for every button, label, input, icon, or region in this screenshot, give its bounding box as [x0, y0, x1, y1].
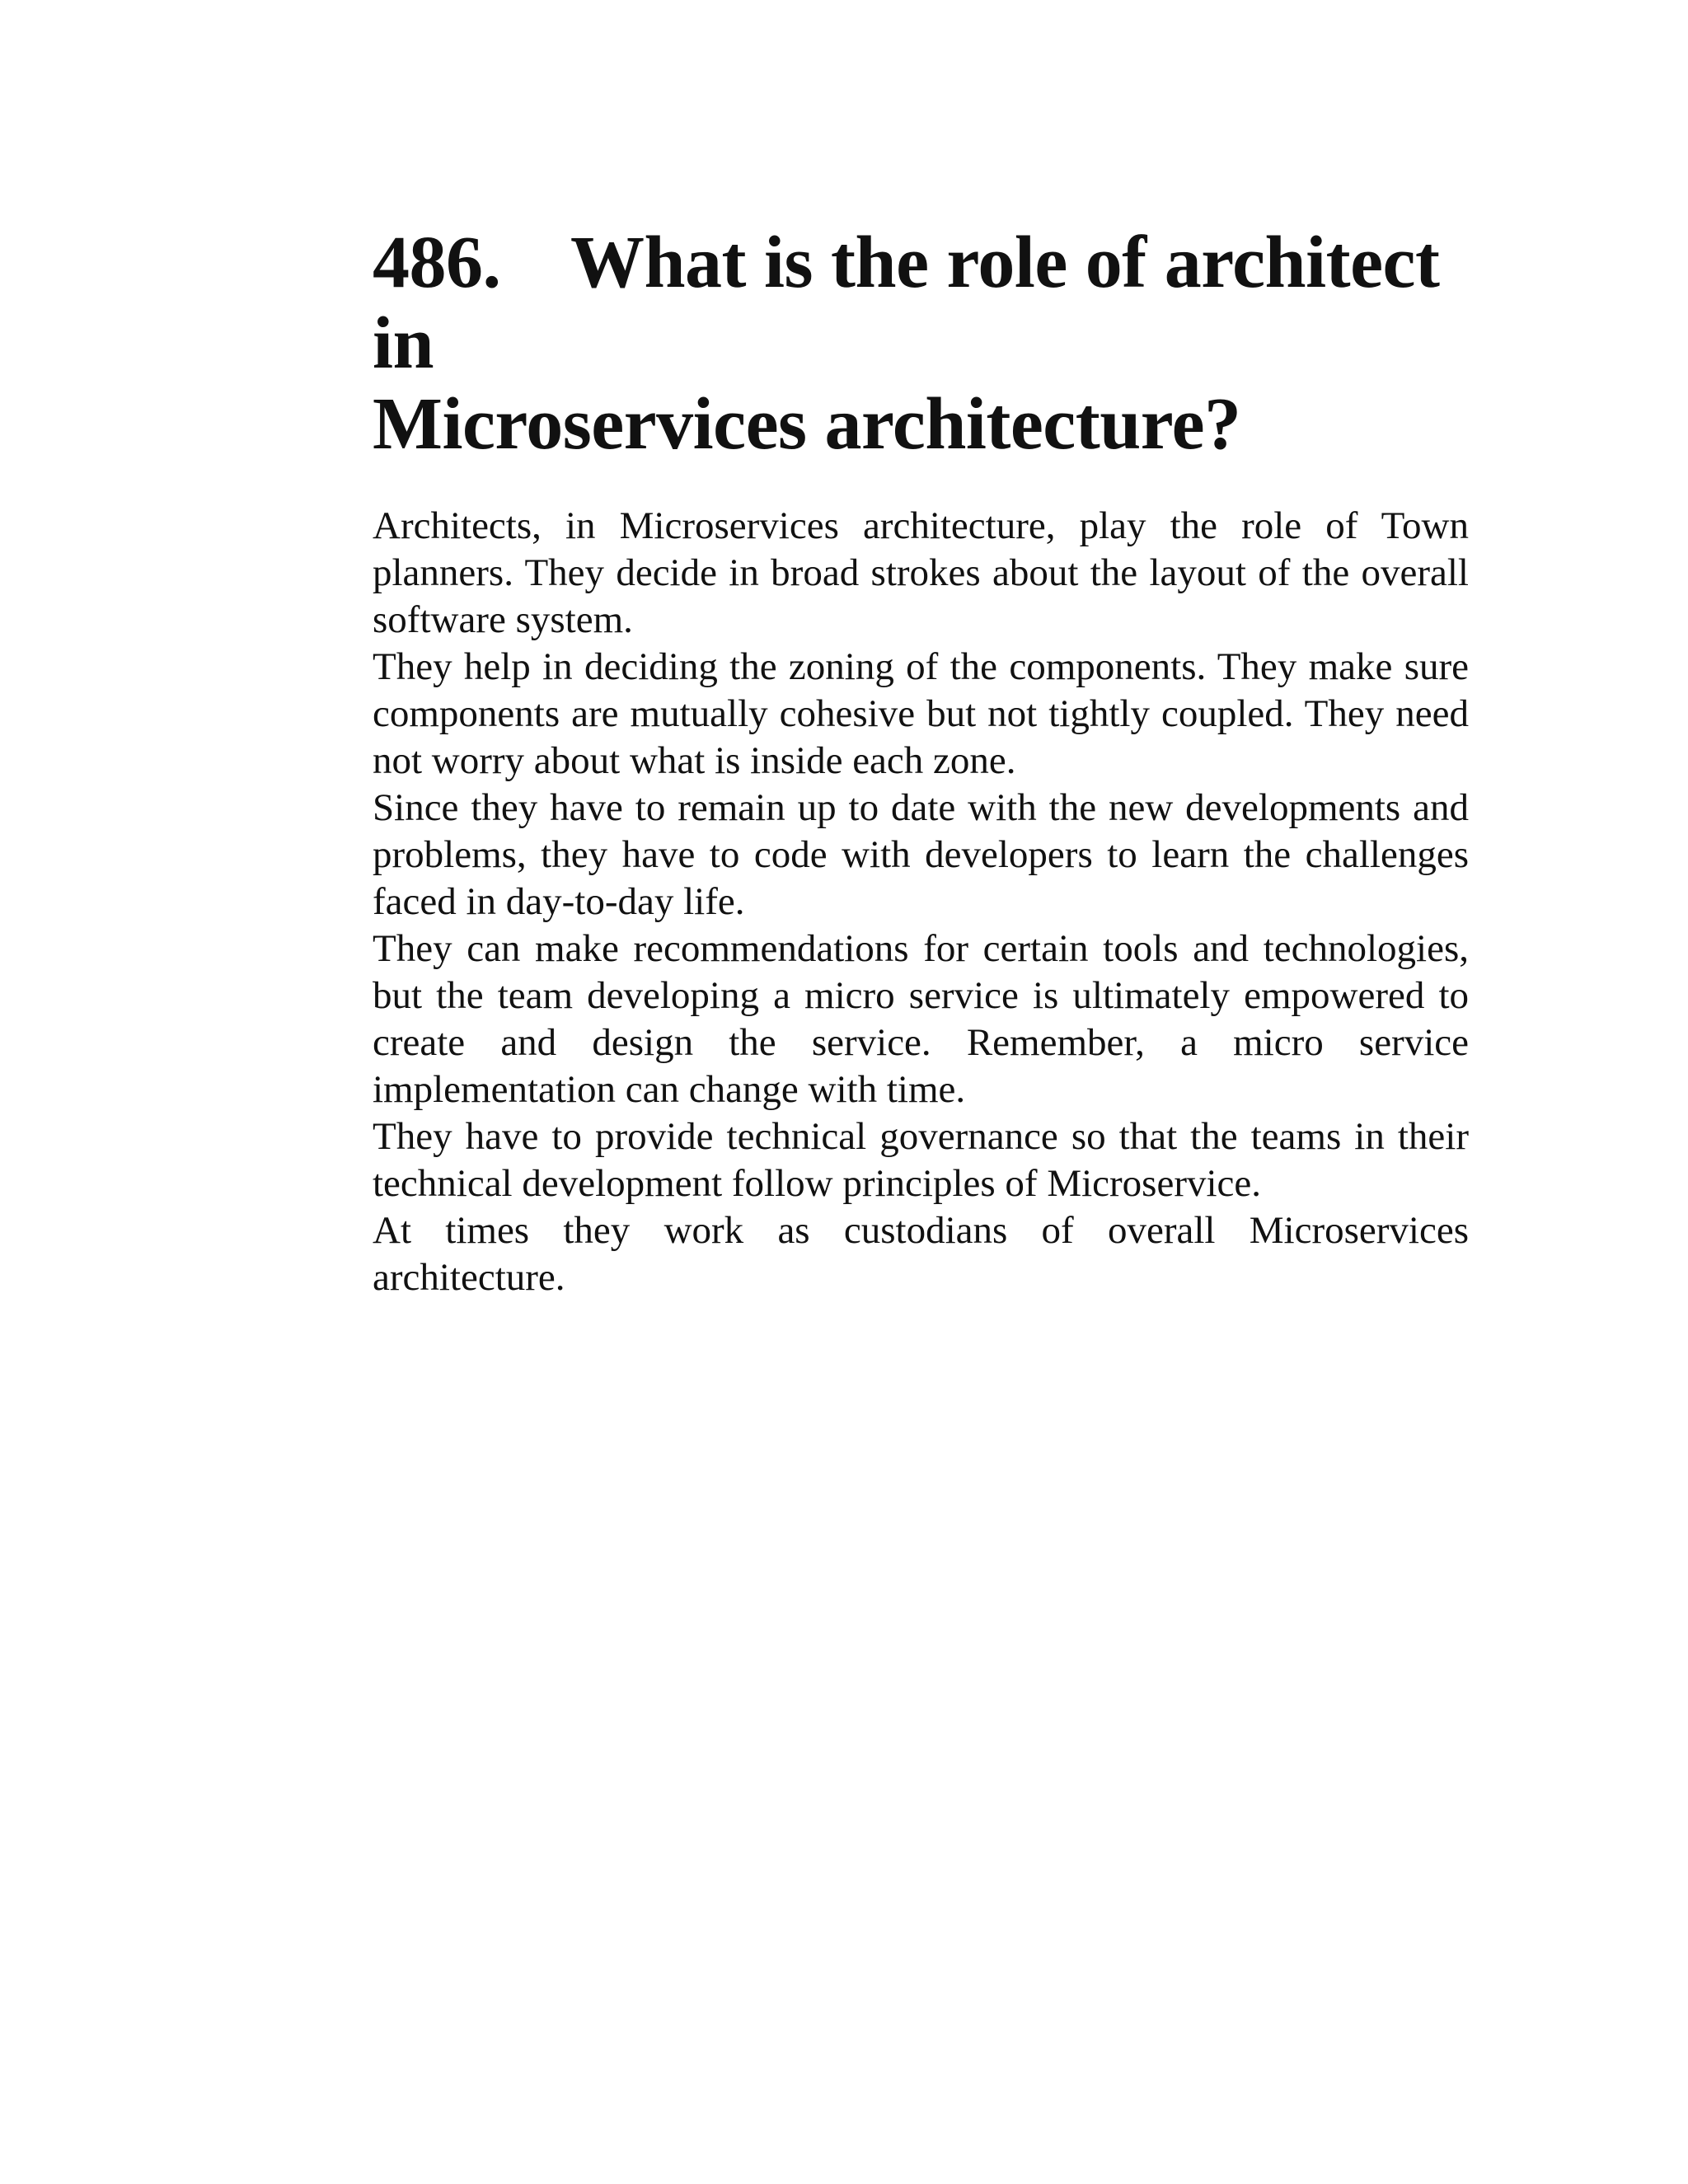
answer-paragraph: At times they work as custodians of overall Microservices architecture. — [373, 1209, 1469, 1299]
answer-paragraph: They help in deciding the zoning of the components. They make sure components are mutually cohesive but not tightly coupled. They need not worry about what is inside each zone. — [373, 645, 1469, 782]
answer-body — [373, 503, 1469, 1301]
answer-paragraph: Architects, in Microservices architecture, play the role of Town planners. They decide in broad strokes about the layout of the overall software system. — [373, 504, 1469, 641]
question-number: 486. — [373, 222, 501, 303]
question-title-line-1: What is the role of architect in — [373, 222, 1440, 384]
page-content — [373, 223, 1469, 1301]
answer-paragraph: They can make recommendations for certain tools and technologies, but the team developing a micro service is ultimately empowered to create and design the service. Remember, a micro service implementation can change with time. — [373, 927, 1469, 1111]
answer-paragraph: Since they have to remain up to date with the new developments and problems, they have to code with developers to learn the challenges faced in day-to-day life. — [373, 786, 1469, 923]
question-heading — [373, 223, 1469, 465]
answer-paragraph: They have to provide technical governance so that the teams in their technical development follow principles of Microservice. — [373, 1115, 1469, 1205]
question-title-line-2: Microservices architecture? — [373, 383, 1241, 465]
